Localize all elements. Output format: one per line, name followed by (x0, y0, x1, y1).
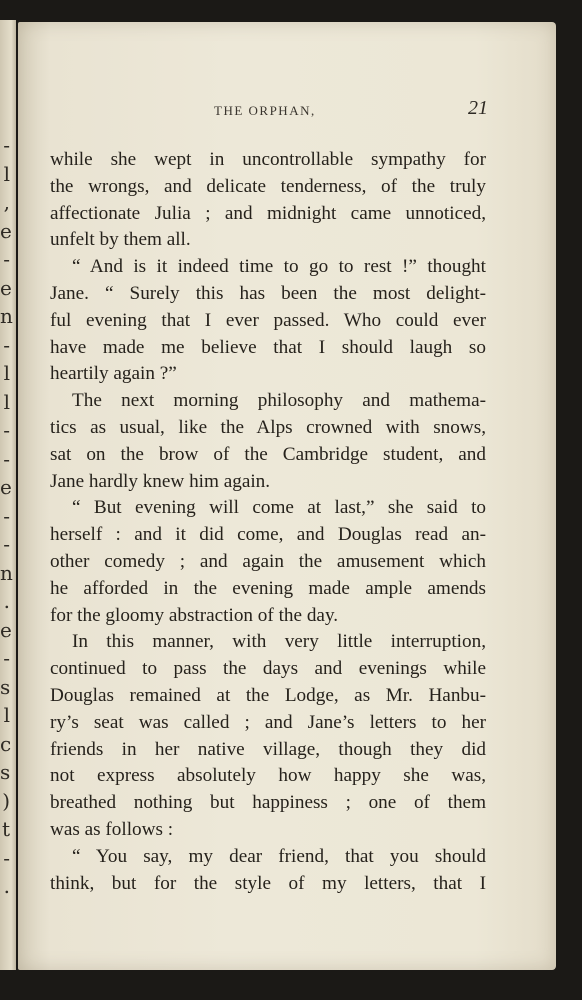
previous-page-edge-glyph: s (0, 674, 11, 699)
text-line: continued to pass the days and evenings while (50, 658, 486, 680)
previous-page-edge-glyph: e (0, 275, 12, 300)
running-head: THE ORPHAN, (214, 103, 316, 118)
page-body-text (50, 147, 486, 897)
text-line: herself : and it did come, and Douglas read an- (50, 524, 486, 546)
previous-page-edge-glyph: l (3, 361, 10, 385)
text-line: Jane. “ Surely this has been the most delight- (50, 282, 486, 304)
text-line: unfelt by them all. (50, 229, 191, 251)
previous-page-edge-glyph: e (0, 617, 12, 642)
previous-page-edge-glyph: s (0, 760, 11, 784)
previous-page-edge-glyph: - (3, 332, 10, 357)
text-line: not express absolutely how happy she was, (50, 765, 486, 787)
previous-page-edge-glyph: - (3, 532, 10, 556)
text-line: “ You say, my dear friend, that you should (72, 845, 486, 867)
page-number: 21 (468, 97, 488, 119)
previous-page-edge-glyph: - (3, 133, 10, 157)
text-line: breathed nothing but happiness ; one of them (50, 792, 486, 814)
text-line: Jane hardly knew him again. (50, 470, 271, 492)
previous-page-edge-glyph: - (3, 446, 10, 471)
text-line: affectionate Julia ; and midnight came unnoticed, (50, 202, 486, 224)
text-line: tics as usual, like the Alps crowned with snows, (50, 416, 486, 438)
text-line: ry’s seat was called ; and Jane’s letters to her (50, 711, 486, 733)
previous-page-edge-glyph: l (3, 703, 10, 727)
text-line: sat on the brow of the Cambridge student, and (50, 443, 486, 465)
previous-page-edge-glyph: l (3, 161, 10, 186)
previous-page-edge-glyph: - (3, 845, 10, 870)
text-line: for the gloomy abstraction of the day. (50, 604, 339, 626)
previous-page-edge-glyph: . (3, 589, 10, 613)
text-line: The next morning philosophy and mathema- (72, 390, 486, 412)
previous-page-edge-glyph: t (1, 817, 10, 841)
text-line: heartily again ?” (50, 363, 177, 385)
text-line: “ And is it indeed time to go to rest !” thought (72, 256, 486, 278)
previous-page-edge-glyph: c (0, 731, 12, 756)
previous-page-edge-glyph: - (3, 247, 10, 271)
text-line: the wrongs, and delicate tenderness, of the truly (50, 175, 486, 197)
text-line: think, but for the style of my letters, that I (50, 872, 486, 894)
previous-page-edge-glyph: e (0, 218, 12, 243)
previous-page-edge-glyph: n (0, 560, 13, 585)
text-line: friends in her native village, though they did (50, 738, 486, 760)
text-line: In this manner, with very little interruption, (72, 631, 486, 653)
text-line: Douglas remained at the Lodge, as Mr. Hanbu- (50, 684, 486, 706)
text-line: ful evening that I ever passed. Who could ever (50, 309, 486, 331)
previous-page-edge-glyph: . (3, 874, 10, 898)
text-line: other comedy ; and again the amusement which (50, 550, 486, 572)
previous-page-edge (0, 20, 16, 970)
text-line: was as follows : (50, 818, 174, 840)
text-line: have made me believe that I should laugh so (50, 336, 486, 358)
previous-page-edge-glyph: - (3, 646, 10, 670)
text-line: he afforded in the evening made ample amends (50, 577, 486, 599)
previous-page-edge-glyph: ) (2, 788, 10, 813)
previous-page-edge-glyph: e (0, 475, 12, 499)
text-line: while she wept in uncontrollable sympathy for (50, 149, 486, 170)
text-line: “ But evening will come at last,” she said to (72, 497, 486, 519)
previous-page-edge-glyph: - (3, 503, 10, 528)
previous-page-edge-glyph: n (0, 304, 13, 328)
previous-page-edge-glyph: l (3, 389, 10, 414)
previous-page-edge-glyph: - (3, 418, 10, 442)
previous-page-edge-glyph: , (3, 190, 10, 214)
